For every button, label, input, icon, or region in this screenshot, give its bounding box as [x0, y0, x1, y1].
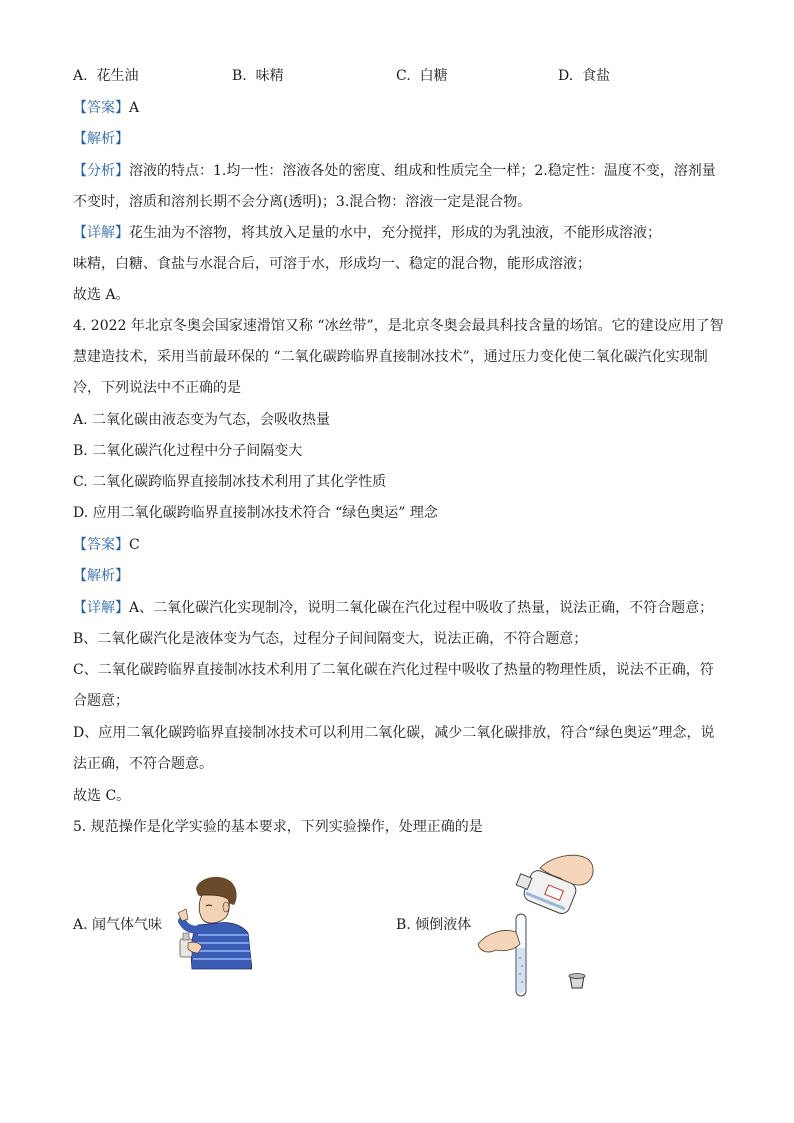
- q3-detail-line1: [73, 223, 661, 243]
- q4-detail-line4: 合题意；: [73, 693, 129, 709]
- q3-option-b-letter: B.: [232, 68, 247, 84]
- q4-detail-line6: 法正确，不符合题意。: [73, 756, 213, 772]
- q3-analysis-tag: 【解析】: [73, 131, 129, 147]
- q3-option-d-letter: D.: [558, 68, 574, 84]
- q3-option-d-text: 食盐: [582, 68, 611, 84]
- q4-conclusion: 故选 C。: [73, 788, 131, 804]
- q3-option-c-letter: C.: [396, 68, 411, 84]
- q4-stem-line3: 冷，下列说法中不正确的是: [73, 380, 241, 396]
- q3-option-d: [558, 66, 610, 86]
- q4-answer-tag: 【答案】: [73, 537, 129, 553]
- q5-stem: 5. 规范操作是化学实验的基本要求，下列实验操作，处理正确的是: [73, 819, 483, 835]
- q4-answer-value: C: [129, 537, 140, 553]
- q4-detail-tag: 【详解】: [73, 600, 129, 616]
- q4-option-a: A. 二氧化碳由液态变为气态，会吸收热量: [73, 412, 331, 428]
- q3-fenxi-line1: [73, 161, 716, 181]
- q4-analysis-tag: 【解析】: [73, 568, 129, 584]
- q3-option-c-text: 白糖: [419, 68, 448, 84]
- q5-option-b: B. 倾倒液体: [396, 917, 472, 933]
- q4-detail-line5: D、应用二氧化碳跨临界直接制冰技术可以利用二氧化碳，减少二氧化碳排放，符合“绿色奥运”理念，说: [73, 725, 715, 741]
- q4-option-d: D. 应用二氧化碳跨临界直接制冰技术符合 “绿色奥运” 理念: [73, 505, 438, 521]
- smelling-gas-illustration: [168, 873, 252, 971]
- q3-detail-text1: 花生油为不溶物，将其放入足量的水中，充分搅拌，形成的为乳浊液，不能形成溶液；: [129, 225, 661, 241]
- q3-answer-value: A: [129, 100, 140, 116]
- q3-analysis-heading: [73, 129, 129, 149]
- q5-option-a: A. 闻气体气味: [73, 917, 163, 933]
- q3-option-b-text: 味精: [255, 68, 284, 84]
- q4-analysis-heading: [73, 566, 129, 586]
- pouring-liquid-illustration: [470, 848, 620, 998]
- q3-detail-line2: 味精，白糖、食盐与水混合后，可溶于水，形成均一、稳定的混合物，能形成溶液；: [73, 256, 591, 272]
- q3-option-a-letter: A.: [73, 68, 88, 84]
- q3-detail-tag: 【详解】: [73, 225, 129, 241]
- q3-fenxi-line2: 不变时，溶质和溶剂长期不会分离(透明)；3.混合物：溶液一定是混合物。: [73, 194, 532, 210]
- q3-fenxi-text1: 溶液的特点：1.均一性：溶液各处的密度、组成和性质完全一样；2.稳定性：温度不变，溶剂量: [129, 163, 716, 179]
- q4-detail-line1: [73, 598, 713, 618]
- q3-answer: [73, 98, 139, 118]
- q3-option-a-text: 花生油: [96, 68, 139, 84]
- q3-answer-tag: 【答案】: [73, 100, 129, 116]
- q4-detail-line2: B、二氧化碳汽化是液体变为气态，过程分子间间隔变大，说法正确，不符合题意；: [73, 631, 588, 647]
- q4-detail-text1: A、二氧化碳汽化实现制冷，说明二氧化碳在汽化过程中吸收了热量，说法正确，不符合题意；: [129, 600, 714, 616]
- q4-answer: [73, 535, 140, 555]
- q4-option-b: B. 二氧化碳汽化过程中分子间隔变大: [73, 443, 303, 459]
- q4-stem-line1: 4. 2022 年北京冬奥会国家速滑馆又称 “冰丝带”，是北京冬奥会最具科技含量的场馆。它的建设应用了智: [73, 318, 724, 334]
- q3-option-a: [73, 66, 138, 86]
- q3-option-b: [232, 66, 284, 86]
- q4-stem-line2: 慧建造技术，采用当前最环保的 “二氧化碳跨临界直接制冰技术”，通过压力变化使二氧化碳汽化实现制: [73, 349, 708, 365]
- q3-option-c: [396, 66, 448, 86]
- q4-option-c: C. 二氧化碳跨临界直接制冰技术利用了其化学性质: [73, 474, 387, 490]
- q4-detail-line3: C、二氧化碳跨临界直接制冰技术利用了二氧化碳在汽化过程中吸收了热量的物理性质，说法不正确，符: [73, 662, 714, 678]
- q3-fenxi-tag: 【分析】: [73, 163, 129, 179]
- q3-conclusion: 故选 A。: [73, 287, 130, 303]
